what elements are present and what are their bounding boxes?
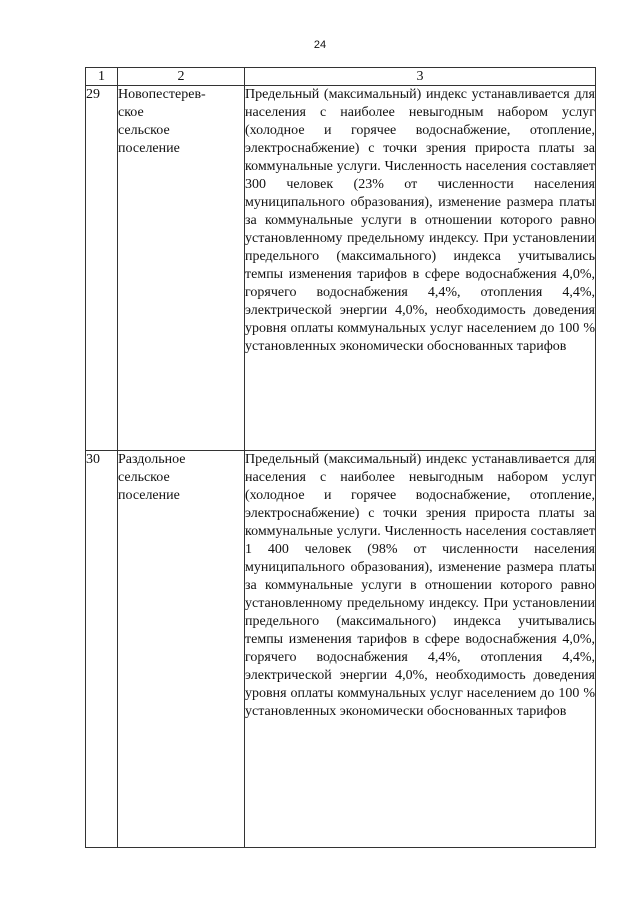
settlement-name xyxy=(118,86,245,451)
tariff-table xyxy=(85,67,596,848)
settlement-name-line: сельское xyxy=(118,470,170,485)
table-header-row xyxy=(86,68,596,86)
settlement-name-line: ское xyxy=(118,105,144,120)
row-number: 29 xyxy=(86,86,118,451)
column-header-1: 1 xyxy=(86,68,118,86)
page-number: 24 xyxy=(313,39,327,51)
row-number: 30 xyxy=(86,451,118,848)
table-row xyxy=(86,86,596,451)
settlement-name-line: поселение xyxy=(118,488,180,503)
index-description xyxy=(245,86,596,451)
settlement-name-line: сельское xyxy=(118,123,170,138)
settlement-name-line: Новопестерев- xyxy=(118,87,206,102)
description-text: Предельный (максимальный) индекс устанавливается для населения с наиболее невыгодным набором услуг (холодное и горячее водоснабжение, отопление, электроснабжение) с точки зрения прироста платы за коммунальные услуги. Численность населения составляет 1 400 человек (98% от численности населения муниципального образования), изменение размера платы за коммунальные услуги в отношении которого равно установленному предельному индексу. При установлении предельного (максимального) индекса учитывались темпы изменения тарифов в сфере водоснабжения 4,0%, горячего водоснабжения 4,4%, отопления 4,4%, электрической энергии 4,0%, необходимость доведения уровня оплаты коммунальных услуг населением до 100 % установленных экономически обоснованных тарифов xyxy=(245,452,595,719)
settlement-name xyxy=(118,451,245,848)
table-row xyxy=(86,451,596,848)
column-header-3: 3 xyxy=(245,68,596,86)
description-text: Предельный (максимальный) индекс устанавливается для населения с наиболее невыгодным набором услуг (холодное и горячее водоснабжение, отопление, электроснабжение) с точки зрения прироста платы за коммунальные услуги. Численность населения составляет 300 человек (23% от численности населения муниципального образования), изменение размера платы за коммунальные услуги в отношении которого равно установленному предельному индексу. При установлении предельного (максимального) индекса учитывались темпы изменения тарифов в сфере водоснабжения 4,0%, горячего водоснабжения 4,4%, отопления 4,4%, электрической энергии 4,0%, необходимость доведения уровня оплаты коммунальных услуг населением до 100 % установленных экономически обоснованных тарифов xyxy=(245,87,595,354)
column-header-2: 2 xyxy=(118,68,245,86)
index-description xyxy=(245,451,596,848)
settlement-name-line: поселение xyxy=(118,141,180,156)
settlement-name-line: Раздольное xyxy=(118,452,186,467)
